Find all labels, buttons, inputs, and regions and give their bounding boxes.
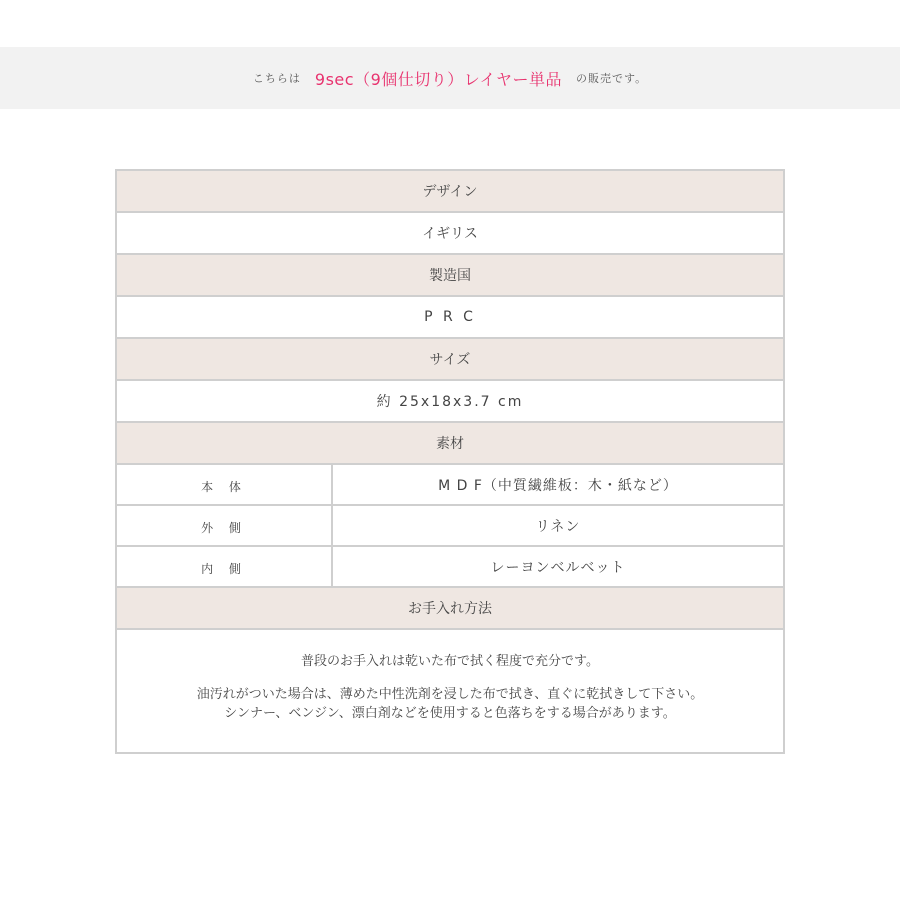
material-row-outer	[117, 506, 783, 547]
care-instructions	[117, 630, 783, 752]
spec-table	[115, 169, 785, 754]
material-part-label: 内 側	[117, 547, 333, 586]
design-header: デザイン	[117, 171, 783, 213]
care-line: シンナー、ベンジン、漂白剤などを使用すると色落ちをする場合があります。	[224, 706, 676, 721]
banner-product-name: 9sec（9個仕切り）レイヤー単品	[314, 69, 562, 89]
material-part-label: 外 側	[117, 506, 333, 545]
material-row-inner	[117, 547, 783, 588]
size-header: サイズ	[117, 339, 783, 381]
material-row-body	[117, 465, 783, 506]
material-part-label: 本 体	[117, 465, 333, 504]
design-value: イギリス	[117, 213, 783, 255]
material-part-value: レーヨンベルベット	[490, 559, 626, 576]
material-header: 素材	[117, 423, 783, 465]
notice-banner	[0, 47, 900, 109]
care-line: 油汚れがついた場合は、薄めた中性洗剤を浸した布で拭き、直ぐに乾拭きして下さい。	[196, 687, 704, 702]
size-value: 約 25x18x3.7 cm	[117, 381, 783, 423]
care-header: お手入れ方法	[117, 588, 783, 630]
banner-suffix: の販売です。	[575, 72, 648, 85]
material-part-value: リネン	[535, 518, 581, 535]
origin-value: P R C	[117, 297, 783, 339]
material-part-value: M D F（中質繊維板：木・紙など）	[438, 477, 678, 494]
banner-prefix: こちらは	[252, 72, 301, 85]
care-line: 普段のお手入れは乾いた布で拭く程度で充分です。	[301, 654, 599, 669]
origin-header: 製造国	[117, 255, 783, 297]
